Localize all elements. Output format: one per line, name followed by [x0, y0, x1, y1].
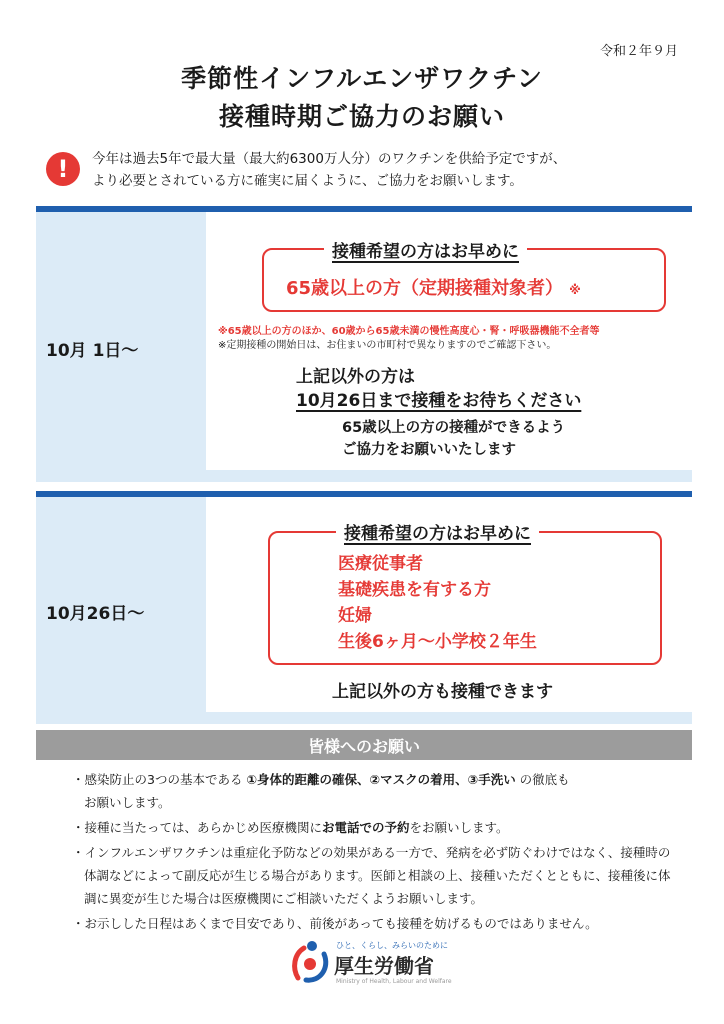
logo-name: 厚生労働省 [334, 954, 434, 978]
requests-heading: 皆様へのお願い [36, 730, 692, 760]
cooperation-line-2: ご協力をお願いいたします [342, 442, 516, 458]
priority-target: 65歳以上の方（定期接種対象者） ※ [286, 278, 581, 299]
notice-line-1: 今年は過去5年で最大量（最大約6300万人分）のワクチンを供給予定ですが、 [92, 151, 567, 167]
others-line: 上記以外の方も接種できます [332, 682, 553, 702]
section-content [206, 497, 692, 712]
start-date-note: ※定期接種の開始日は、お住まいの市町村で異なりますのでご確認下さい。 [218, 340, 557, 351]
cooperation-line-1: 65歳以上の方の接種ができるよう [342, 420, 566, 436]
schedule-section-oct-26 [36, 491, 692, 724]
title-line-1: 季節性インフルエンザワクチン [181, 64, 543, 93]
ministry-emblem-icon [290, 938, 332, 984]
request-item: ・接種に当たっては、あらかじめ医療機関にお電話での予約をお願いします。 [72, 820, 509, 835]
priority-box-title: 接種希望の方はお早めに [336, 519, 539, 544]
notice-text [92, 148, 692, 192]
priority-target-list [338, 551, 537, 655]
priority-box-title: 接種希望の方はお早めに [324, 237, 527, 262]
request-item: ・感染防止の3つの基本である ①身体的距離の確保、②マスクの着用、③手洗い の徹底も お願いします。 [72, 772, 570, 810]
logo-subtitle: Ministry of Health, Labour and Welfare [336, 978, 452, 985]
logo-tagline: ひと、くらし、みらいのために [336, 941, 448, 950]
schedule-section-oct-1 [36, 206, 692, 482]
supply-notice [46, 148, 686, 194]
requests-list [72, 768, 702, 937]
exclamation-icon: ! [46, 152, 80, 186]
ministry-logo [290, 938, 450, 994]
others-line-1: 上記以外の方は [296, 367, 415, 387]
target-item: 生後6ヶ月～小学校２年生 [338, 632, 537, 652]
document-date: 令和２年９月 [599, 44, 678, 59]
title-line-2: 接種時期ご協力のお願い [218, 102, 505, 131]
eligibility-note: ※65歳以上の方のほか、60歳から65歳未満の慢性高度心・腎・呼吸器機能不全者等 [218, 326, 600, 337]
page-title [0, 60, 724, 136]
others-line-2: 10月26日まで接種をお待ちください [296, 391, 582, 411]
section-date-label: 10月 1日～ [46, 341, 139, 361]
request-item: ・お示しした日程はあくまで目安であり、前後があっても接種を妨げるものではありません。 [72, 916, 598, 931]
target-item: 医療従事者 [338, 554, 423, 574]
section-date-label: 10月26日～ [46, 604, 145, 624]
target-item: 妊婦 [338, 606, 372, 626]
request-item: ・インフルエンザワクチンは重症化予防などの効果がある一方で、発病を必ず防ぐわけではなく、接種時の 体調などによって副反応が生じる場合があります。医師と相談の上、接種いただくとともに、接種後に体 調に異変が生じた場合は医療機関にご相談いただくようお願いします。 [72, 845, 671, 906]
section-content [206, 212, 692, 470]
target-item: 基礎疾患を有する方 [338, 580, 491, 600]
notice-line-2: より必要とされている方に確実に届くように、ご協力をお願いします。 [92, 173, 523, 189]
